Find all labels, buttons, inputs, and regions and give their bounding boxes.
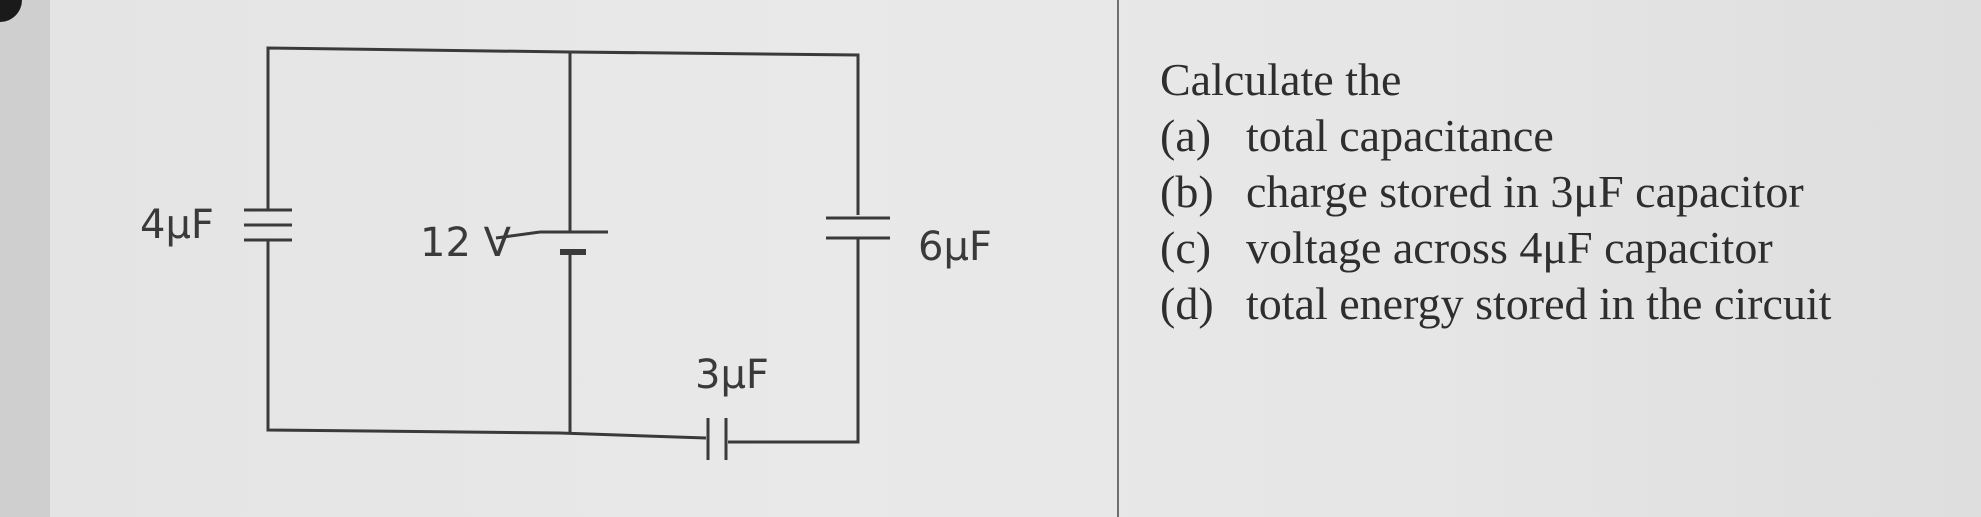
question-tag: (c) [1160,222,1212,273]
cap-3uf-label: 3μF [695,352,769,398]
right-branch [560,52,890,460]
question-text: charge stored in 3μF capacitor [1246,166,1804,217]
cap-6uf-label: 6μF [918,224,992,270]
question-tag: (a) [1160,110,1212,161]
question-intro: Calculate the [1160,54,1402,105]
middle-branch [496,52,608,433]
left-branch [244,48,570,433]
wire-bottom-left [268,242,560,433]
wire-top-right [570,52,858,215]
question-tag: (b) [1160,166,1214,217]
question-text: total capacitance [1246,110,1554,161]
wire-bottom-middle [560,433,706,438]
wire-top-left [268,48,570,205]
column-divider [1117,0,1119,517]
question-text: voltage across 4μF capacitor [1246,222,1773,273]
battery-label: 12 V [420,220,511,266]
question-item-b [1160,164,1831,220]
question-tag: (d) [1160,278,1214,329]
question-item-c [1160,220,1831,276]
question-item-a [1160,108,1831,164]
cap-4uf-label: 4μF [140,202,214,248]
question-item-d [1160,276,1831,332]
question-text: total energy stored in the circuit [1246,278,1832,329]
wire-right-bottom [728,238,858,442]
question-block [1160,52,1831,332]
